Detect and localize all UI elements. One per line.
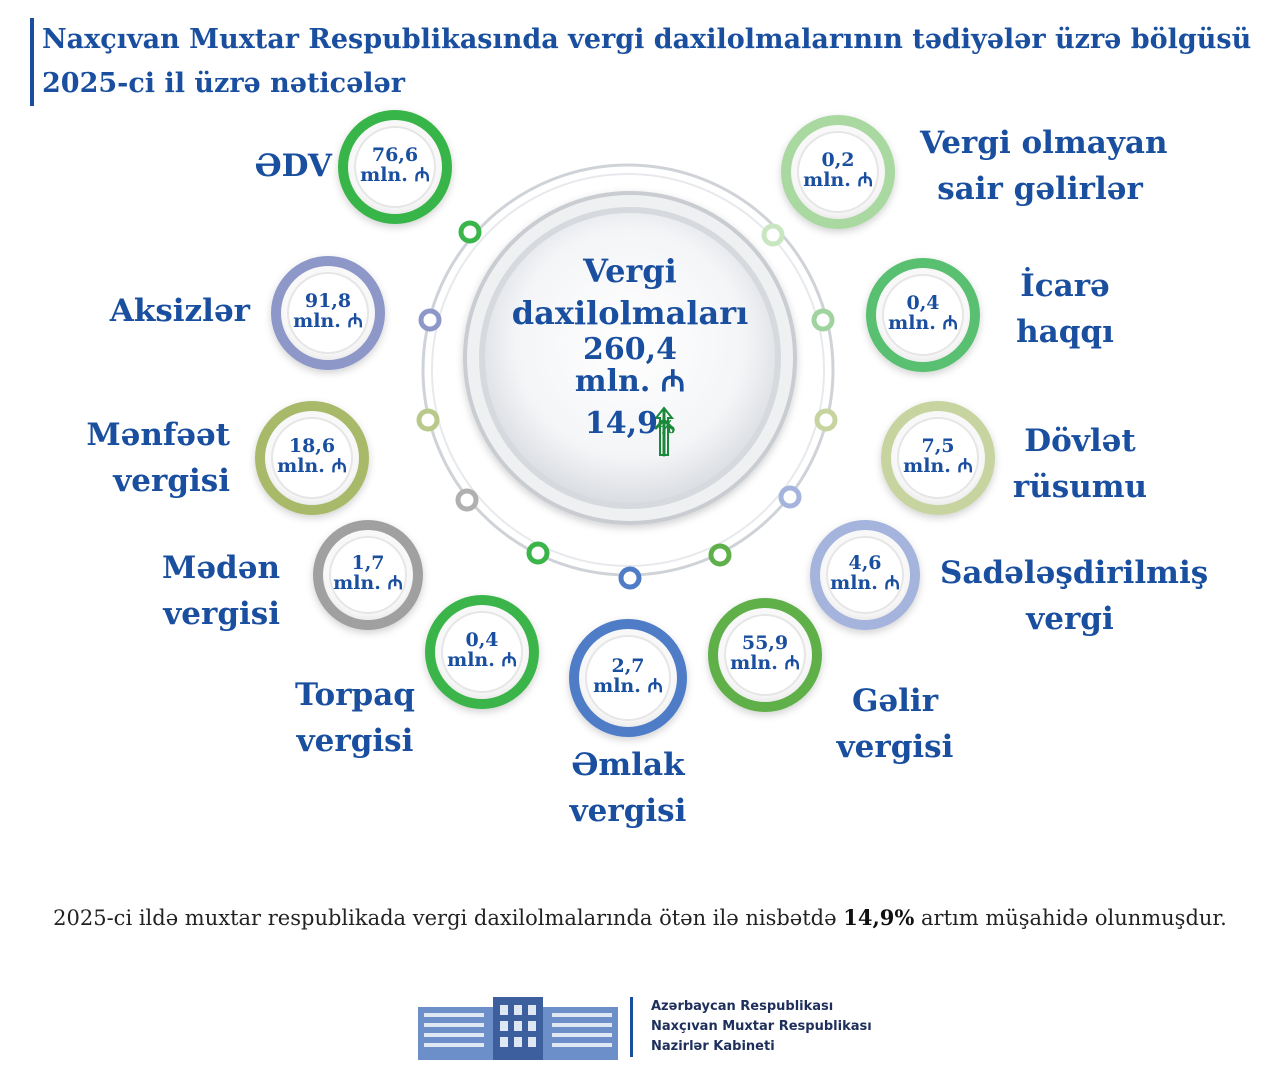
category-label-line-1: Əmlak [571,747,685,783]
category-label-line-1: Mədən [162,550,280,586]
ring-dot [529,544,547,562]
category-label-line-1: Vergi olmayan [920,125,1168,161]
category-label-line-2: vergisi [113,463,230,499]
category-label [528,742,728,834]
bubble-value-unit: mln. ₼ [277,455,347,477]
category-label [985,263,1145,355]
center-total-value: 260,4 [583,332,677,367]
category-label-line-1: Gəlir [851,683,939,719]
bubble-value [345,145,445,185]
bubble-value-number: 0,2 [821,149,855,171]
bubble-value [432,630,532,670]
bubble-value [318,553,418,593]
bubble-value-number: 55,9 [741,632,789,654]
bubble-value-number: 7,5 [921,435,955,457]
category-label [940,550,1209,642]
category-label-line-2: vergisi [296,723,414,759]
category-label [100,545,280,637]
title-line-2: 2025-ci il üzrə nəticələr [42,68,405,99]
ring-dot [781,488,799,506]
footer-note [0,905,1280,930]
bubble-value [888,436,988,476]
footer-note-bold: 14,9% [843,905,915,930]
bubble-value-unit: mln. ₼ [903,455,973,477]
center-growth-value: 14,9 [584,406,658,441]
bubble-value-number: 0,4 [906,292,940,314]
category-label-line-1: Aksizlər [109,293,250,329]
bubble-value-unit: mln. ₼ [593,675,663,697]
bubble-value-number: 2,7 [611,655,645,677]
center-summary [500,250,760,446]
center-growth-unit: % [657,417,676,438]
org-line-2: Naxçıvan Muxtar Respublikası [651,1019,872,1034]
bubble-value-number: 4,6 [848,552,882,574]
ring-dot [621,569,639,587]
government-building-logo [418,995,618,1060]
ring-dot [814,311,832,329]
footer-note-before: 2025-ci ildə muxtar respublikada vergi daxilolmalarında ötən ilə nisbətdə [53,906,837,930]
category-label [265,672,445,764]
organization-name [630,997,872,1057]
bubble-value-unit: mln. ₼ [447,649,517,671]
category-label-line-1: Torpaq [295,677,415,713]
bubble-value-unit: mln. ₼ [293,310,363,332]
bubble-value [788,150,888,190]
bubble-value-number: 0,4 [465,629,499,651]
category-label [795,678,995,770]
ring-dot [817,411,835,429]
category-label-line-2: vergisi [163,596,280,632]
category-label-line-1: ƏDV [254,148,332,184]
bubble-value-number: 18,6 [288,435,336,457]
category-label [920,120,1168,212]
category-label-line-2: vergi [1026,601,1114,637]
ring-dot [419,411,437,429]
bubble-value-unit: mln. ₼ [730,652,800,674]
bubble-value-number: 76,6 [371,144,419,166]
bubble-value [278,291,378,331]
category-label [60,288,250,334]
bubble-value-unit: mln. ₼ [888,312,958,334]
bubble-value-number: 91,8 [304,290,352,312]
category-label-line-2: sair gəlirlər [937,171,1143,207]
org-line-1: Azərbaycan Respublikası [651,999,834,1014]
bubble-value-unit: mln. ₼ [360,164,430,186]
category-label-line-1: İcarə [1020,268,1110,304]
center-growth [500,406,760,446]
center-total-unit: mln. ₼ [574,364,686,399]
bubble-value [578,656,678,696]
ring-dot [764,226,782,244]
bubble-value [815,553,915,593]
ring-dot [458,491,476,509]
category-label-line-1: Mənfəət [86,417,230,453]
footer-note-after: artım müşahidə olunmuşdur. [921,906,1227,930]
org-line-3: Nazirlər Kabineti [651,1039,775,1054]
title-line-1: Naxçıvan Muxtar Respublikasında vergi daxilolmalarının tədiyələr üzrə bölgüsü [42,24,1252,55]
category-label [142,143,332,189]
bubble-value [262,436,362,476]
category-label [40,412,230,504]
category-label-line-2: rüsumu [1012,469,1148,505]
bubble-value-unit: mln. ₼ [803,169,873,191]
category-label-line-1: Dövlət [1024,423,1136,459]
ring-dot [711,546,729,564]
center-title-line-2: daxilolmaları [511,294,749,332]
category-label-line-1: Sadələşdirilmiş [940,555,1209,591]
bubble-value [873,293,973,333]
bubble-value [715,633,815,673]
category-label [990,418,1170,510]
bubble-value-unit: mln. ₼ [333,572,403,594]
center-title-line-1: Vergi [583,252,677,290]
ring-dot [421,311,439,329]
bubble-value-unit: mln. ₼ [830,572,900,594]
bubble-value-number: 1,7 [351,552,385,574]
ring-dot [461,223,479,241]
category-label-line-2: vergisi [836,729,954,765]
category-label-line-2: haqqı [1016,314,1114,350]
category-label-line-2: vergisi [569,793,687,829]
